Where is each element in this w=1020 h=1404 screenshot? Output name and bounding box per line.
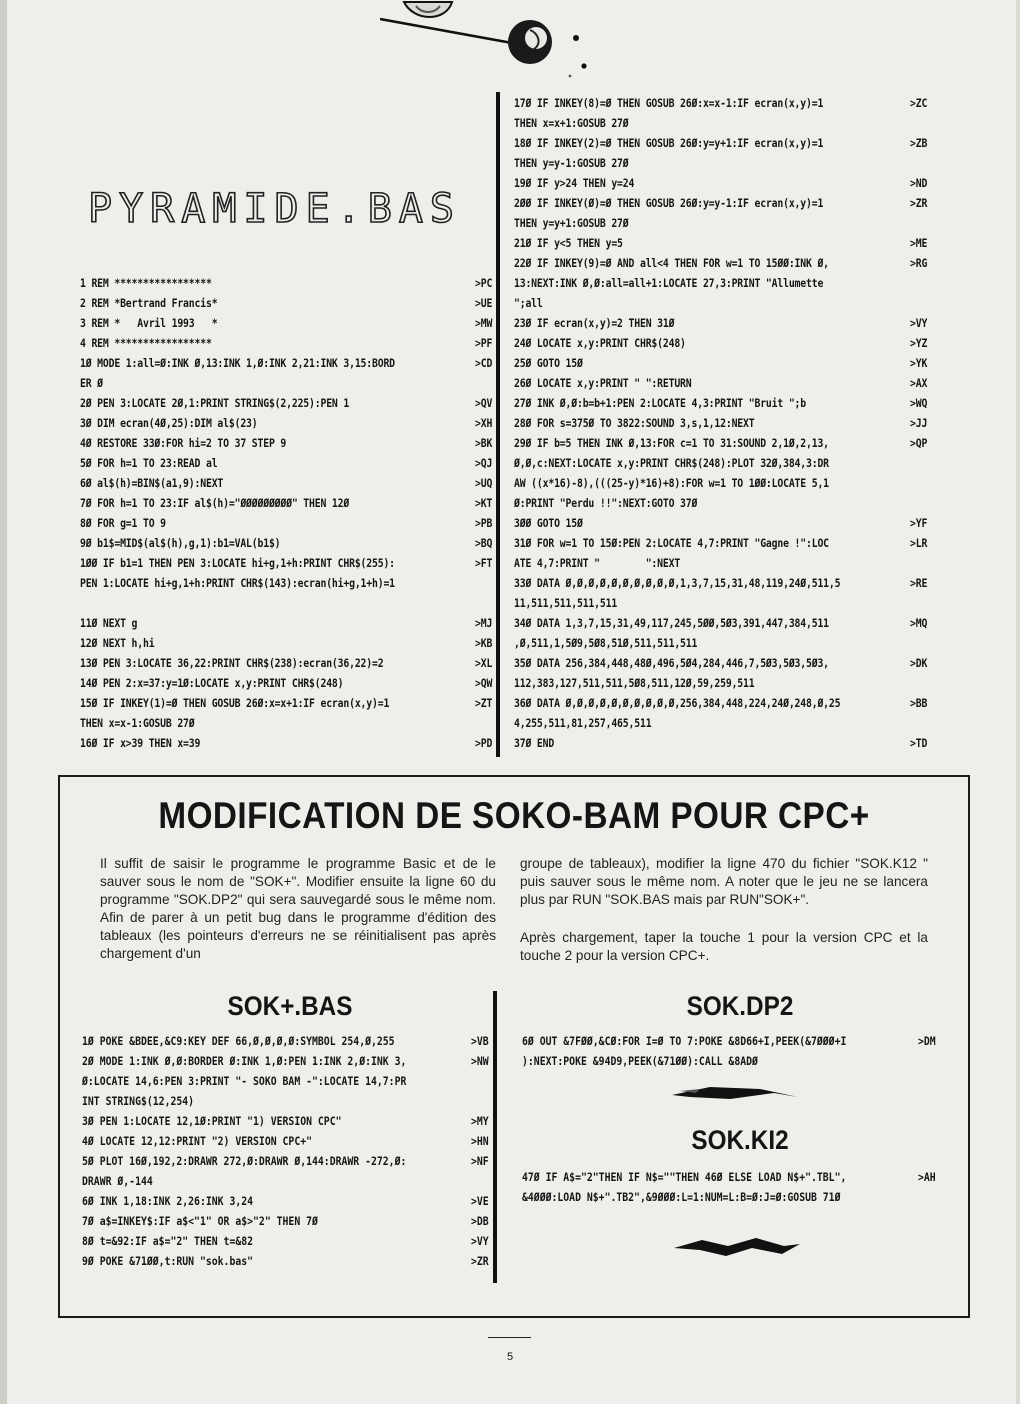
page-binding-edge (0, 0, 7, 1404)
checksum (910, 633, 927, 653)
code-line: 13Ø PEN 3:LOCATE 36,22:PRINT CHR$(238):ecran(36,22)=2 (80, 656, 384, 670)
modification-box (58, 775, 970, 1318)
code-line: ,Ø,511,1,5Ø9,5Ø8,51Ø,511,511,511 (514, 636, 698, 650)
checksum: >PD (475, 736, 493, 750)
code-line: 7Ø FOR h=1 TO 23:IF al$(h)="ØØØØØØØØØ" THEN 12Ø (80, 496, 350, 510)
checksum (471, 1171, 489, 1191)
checksum: >ME (910, 236, 928, 250)
checksum (910, 293, 927, 313)
code-line: 31Ø FOR w=1 TO 15Ø:PEN 2:LOCATE 4,7:PRINT "Gagne !":LOC (514, 536, 829, 550)
code-line: AW ((x*16)-8),(((25-y)*16)+8):FOR w=1 TO 1ØØ:LOCATE 5,1 (514, 476, 829, 490)
code-line: 112,383,127,511,511,5Ø8,511,12Ø,59,259,511 (514, 676, 755, 690)
code-line: 21Ø IF y<5 THEN y=5 (514, 236, 623, 250)
checksum: >PF (475, 336, 493, 350)
code-line: 18Ø IF INKEY(2)=Ø THEN GOSUB 26Ø:y=y+1:IF ecran(x,y)=1 (514, 136, 824, 150)
sok-dp2-title: SOK.DP2 (686, 991, 794, 1021)
checksum: >NF (471, 1154, 489, 1168)
code-line: Ø:LOCATE 14,6:PEN 3:PRINT "- SOKO BAM -":LOCATE 14,7:PR (82, 1074, 407, 1088)
code-line: 3Ø DIM ecran(4Ø,25):DIM al$(23) (80, 416, 258, 430)
checksum: >CD (475, 356, 493, 370)
code-line: 4Ø LOCATE 12,12:PRINT "2) VERSION CPC+" (82, 1134, 313, 1148)
code-line: ER Ø (80, 376, 103, 390)
checksum: >YK (910, 356, 928, 370)
checksum: >BB (910, 696, 928, 710)
code-line: ATE 4,7:PRINT " ":NEXT (514, 556, 681, 570)
page-number: 5 (506, 1351, 514, 1363)
code-line: DRAWR Ø,-144 (82, 1174, 153, 1188)
checksum: >TD (910, 736, 928, 750)
code-line: 33Ø DATA Ø,Ø,Ø,Ø,Ø,Ø,Ø,Ø,Ø,Ø,1,3,7,15,31,48,119,24Ø,511,5 (514, 576, 841, 590)
code-line: 6Ø OUT &7FØØ,&CØ:FOR I=Ø TO 7:POKE &8D66+I,PEEK(&7ØØØ+I (522, 1034, 847, 1048)
checksum: >VY (910, 316, 928, 330)
checksum: >UE (475, 296, 493, 310)
checksum: >DB (471, 1214, 489, 1228)
checksum: >RG (910, 256, 928, 270)
checksum (910, 673, 927, 693)
intro-text-right-2: Après chargement, taper la touche 1 pour la version CPC et la touche 2 pour la version CPC+. (520, 930, 928, 963)
code-line: 28Ø FOR s=375Ø TO 3822:SOUND 3,s,1,12:NEXT (514, 416, 755, 430)
checksum: >ZT (475, 696, 493, 710)
code-line: 17Ø IF INKEY(8)=Ø THEN GOSUB 26Ø:x=x-1:IF ecran(x,y)=1 (514, 96, 824, 110)
sok-dp2-checksums (918, 1031, 936, 1071)
checksum: >UQ (475, 476, 493, 490)
checksum (910, 493, 927, 513)
checksum (910, 553, 927, 573)
checksum (910, 113, 927, 133)
checksum: >KT (475, 496, 493, 510)
checksum: >WQ (910, 396, 928, 410)
checksum: >ZR (910, 196, 928, 210)
checksum: >ZC (910, 96, 928, 110)
program-listing-right (514, 93, 840, 753)
code-line: 24Ø LOCATE x,y:PRINT CHR$(248) (514, 336, 686, 350)
checksum: >XH (475, 416, 493, 430)
code-line (80, 593, 395, 613)
checksum: >MW (475, 316, 493, 330)
code-line: 5Ø PLOT 16Ø,192,2:DRAWR 272,Ø:DRAWR Ø,144:DRAWR -272,Ø: (82, 1154, 407, 1168)
checksum: >MQ (910, 616, 928, 630)
checksum: >AH (918, 1170, 936, 1184)
checksum: >BQ (475, 536, 493, 550)
code-line: 6Ø al$(h)=BIN$(a1,9):NEXT (80, 476, 224, 490)
checksum-column-left (475, 273, 492, 753)
checksum: >NW (471, 1054, 489, 1068)
code-line: 5Ø FOR h=1 TO 23:READ al (80, 456, 218, 470)
box-title: MODIFICATION DE SOKO-BAM POUR CPC+ (158, 795, 870, 836)
checksum: >VB (471, 1034, 489, 1048)
code-line: 9Ø b1$=MID$(al$(h),g,1):b1=VAL(b1$) (80, 536, 281, 550)
code-line: 8Ø FOR g=1 TO 9 (80, 516, 166, 530)
checksum: >PB (475, 516, 493, 530)
code-line: ";all (514, 296, 543, 310)
checksum: >MY (471, 1114, 489, 1128)
intro-text-left: Il suffit de saisir le programme le programme Basic et de le sauver sous le nom de "SOK+". Modifier ensuite la ligne 60 du programme "SOK.DP2" qui sera sauvegardé sous le même nom. Afin de parer à un petit bug dans le programme d'édition des tableaux (les pointeurs d'erreurs ne se réinitialisent pas après chargement d'un (100, 856, 496, 961)
checksum: >YZ (910, 336, 928, 350)
code-line: 11Ø NEXT g (80, 616, 138, 630)
code-line: THEN y=y+1:GOSUB 27Ø (514, 216, 629, 230)
checksum: >DK (910, 656, 928, 670)
header-illustration (380, 0, 620, 82)
code-line: 1 REM ***************** (80, 276, 212, 290)
code-line: 3ØØ GOTO 15Ø (514, 516, 583, 530)
code-line: 9Ø POKE &71ØØ,t:RUN "sok.bas" (82, 1254, 254, 1268)
intro-text-right-1: groupe de tableaux), modifier la ligne 470 du fichier "SOK.K12 " puis sauver sous le même nom. A noter que le jeu ne se lancera plus par RUN "SOK.BAS mais par RUN"SOK+". (520, 856, 928, 907)
checksum (910, 473, 927, 493)
checksum: >AX (910, 376, 928, 390)
page-number-rule (488, 1337, 531, 1338)
code-line: 26Ø LOCATE x,y:PRINT " ":RETURN (514, 376, 692, 390)
code-line: 8Ø t=&92:IF a$="2" THEN t=&82 (82, 1234, 254, 1248)
code-line: 4,255,511,81,257,465,511 (514, 716, 652, 730)
code-line: 19Ø IF y>24 THEN y=24 (514, 176, 635, 190)
sok-dp2-listing (522, 1031, 846, 1071)
code-line: 3Ø PEN 1:LOCATE 12,1Ø:PRINT "1) VERSION CPC" (82, 1114, 342, 1128)
checksum: >ZR (471, 1254, 489, 1268)
checksum: >KB (475, 636, 493, 650)
brush-stroke-2 (672, 1232, 802, 1262)
checksum (910, 153, 927, 173)
checksum: >VE (471, 1194, 489, 1208)
sok-ki2-checksums (918, 1167, 936, 1207)
program-title: PYRAMIDE.BAS (88, 186, 461, 232)
checksum: >QW (475, 676, 493, 690)
code-line: 15Ø IF INKEY(1)=Ø THEN GOSUB 26Ø:x=x+1:IF ecran(x,y)=1 (80, 696, 390, 710)
code-line: THEN x=x-1:GOSUB 27Ø (80, 716, 195, 730)
checksum: >QJ (475, 456, 493, 470)
code-line: 1Ø MODE 1:all=Ø:INK Ø,13:INK 1,Ø:INK 2,21:INK 3,15:BORD (80, 356, 395, 370)
checksum: >LR (910, 536, 928, 550)
code-line: 2ØØ IF INKEY(Ø)=Ø THEN GOSUB 26Ø:y=y-1:IF ecran(x,y)=1 (514, 196, 824, 210)
code-line: THEN y=y-1:GOSUB 27Ø (514, 156, 629, 170)
code-line: 27Ø INK Ø,Ø:b=b+1:PEN 2:LOCATE 4,3:PRINT "Bruit ";b (514, 396, 807, 410)
program-listing-left (80, 273, 395, 753)
checksum (910, 273, 927, 293)
checksum (471, 1071, 489, 1091)
code-line: 2Ø PEN 3:LOCATE 2Ø,1:PRINT STRING$(2,225):PEN 1 (80, 396, 350, 410)
checksum (475, 573, 492, 593)
code-line: INT STRING$(12,254) (82, 1094, 195, 1108)
checksum (918, 1051, 936, 1071)
checksum: >RE (910, 576, 928, 590)
sok-plus-title: SOK+.BAS (227, 991, 353, 1021)
checksum: >ND (910, 176, 928, 190)
checksum (471, 1091, 489, 1111)
sok-ki2-listing (522, 1167, 846, 1207)
code-line: 35Ø DATA 256,384,448,48Ø,496,5Ø4,284,446,7,5Ø3,5Ø3,5Ø3, (514, 656, 829, 670)
brush-stroke-1 (670, 1077, 800, 1107)
code-line: 34Ø DATA 1,3,7,15,31,49,117,245,5ØØ,5Ø3,391,447,384,511 (514, 616, 829, 630)
checksum (475, 713, 492, 733)
column-separator (496, 92, 500, 757)
code-line: 22Ø IF INKEY(9)=Ø AND all<4 THEN FOR w=1 TO 15ØØ:INK Ø, (514, 256, 829, 270)
box-column-separator (493, 991, 497, 1283)
checksum (918, 1187, 936, 1207)
code-line: Ø:PRINT "Perdu !!":NEXT:GOTO 37Ø (514, 496, 698, 510)
checksum: >MJ (475, 616, 493, 630)
checksum: >FT (475, 556, 493, 570)
code-line: 36Ø DATA Ø,Ø,Ø,Ø,Ø,Ø,Ø,Ø,Ø,Ø,256,384,448,224,24Ø,248,Ø,25 (514, 696, 841, 710)
code-line: 12Ø NEXT h,hi (80, 636, 155, 650)
code-line: 6Ø INK 1,18:INK 2,26:INK 3,24 (82, 1194, 254, 1208)
page-right-edge (1016, 0, 1020, 1404)
checksum: >VY (471, 1234, 489, 1248)
checksum: >JJ (910, 416, 928, 430)
checksum (910, 453, 927, 473)
sok-plus-checksums (471, 1031, 489, 1271)
code-line: 4 REM ***************** (80, 336, 212, 350)
code-line: 4Ø RESTORE 33Ø:FOR hi=2 TO 37 STEP 9 (80, 436, 287, 450)
code-line: 16Ø IF x>39 THEN x=39 (80, 736, 201, 750)
checksum: >QV (475, 396, 493, 410)
code-line: 3 REM * Avril 1993 * (80, 316, 218, 330)
code-line: 14Ø PEN 2:x=37:y=1Ø:LOCATE x,y:PRINT CHR$(248) (80, 676, 344, 690)
code-line: PEN 1:LOCATE hi+g,1+h:PRINT CHR$(143):ecran(hi+g,1+h)=1 (80, 576, 395, 590)
checksum: >YF (910, 516, 928, 530)
checksum: >PC (475, 276, 493, 290)
code-line: 23Ø IF ecran(x,y)=2 THEN 31Ø (514, 316, 675, 330)
checksum (475, 593, 492, 613)
code-line: 37Ø END (514, 736, 555, 750)
checksum (910, 213, 927, 233)
code-line: &4ØØØ:LOAD N$+".TB2",&9ØØØ:L=1:NUM=L:B=Ø:J=Ø:GOSUB 71Ø (522, 1190, 841, 1204)
checksum: >ZB (910, 136, 928, 150)
code-line: Ø,Ø,c:NEXT:LOCATE x,y:PRINT CHR$(248):PLOT 32Ø,384,3:DR (514, 456, 829, 470)
code-line: THEN x=x+1:GOSUB 27Ø (514, 116, 629, 130)
checksum (910, 593, 927, 613)
code-line: 1ØØ IF b1=1 THEN PEN 3:LOCATE hi+g,1+h:PRINT CHR$(255): (80, 556, 395, 570)
code-line: 47Ø IF A$="2"THEN IF N$=""THEN 46Ø ELSE LOAD N$+".TBL", (522, 1170, 847, 1184)
code-line: 25Ø GOTO 15Ø (514, 356, 583, 370)
code-line: 29Ø IF b=5 THEN INK Ø,13:FOR c=1 TO 31:SOUND 2,1Ø,2,13, (514, 436, 829, 450)
checksum: >DM (918, 1034, 936, 1048)
checksum: >BK (475, 436, 493, 450)
code-line: 11,511,511,511,511 (514, 596, 618, 610)
checksum (475, 373, 492, 393)
code-line: 7Ø a$=INKEY$:IF a$<"1" OR a$>"2" THEN 7Ø (82, 1214, 318, 1228)
code-line: 2Ø MODE 1:INK Ø,Ø:BORDER Ø:INK 1,Ø:PEN 1:INK 2,Ø:INK 3, (82, 1054, 407, 1068)
checksum: >HN (471, 1134, 489, 1148)
code-line: 13:NEXT:INK Ø,Ø:all=all+1:LOCATE 27,3:PRINT "Allumette (514, 276, 824, 290)
checksum: >XL (475, 656, 493, 670)
sok-ki2-title: SOK.KI2 (691, 1125, 789, 1155)
code-line: 2 REM *Bertrand Francis* (80, 296, 218, 310)
checksum-column-right (910, 93, 927, 753)
sok-plus-listing (82, 1031, 406, 1271)
code-line: ):NEXT:POKE &94D9,PEEK(&71ØØ):CALL &8ADØ (522, 1054, 758, 1068)
checksum (910, 713, 927, 733)
checksum: >QP (910, 436, 928, 450)
code-line: 1Ø POKE &BDEE,&C9:KEY DEF 66,Ø,Ø,Ø,Ø:SYMBOL 254,Ø,255 (82, 1034, 395, 1048)
